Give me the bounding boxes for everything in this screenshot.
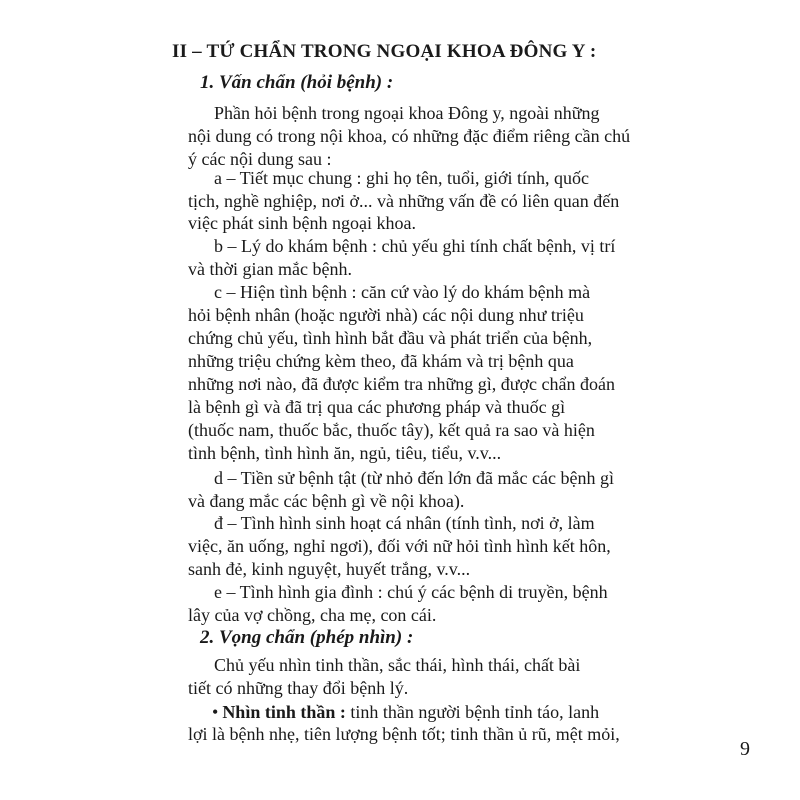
para-c-line-1: c – Hiện tình bệnh : căn cứ vào lý do khám bệnh mà — [214, 282, 591, 302]
para-dd-line-2: việc, ăn uống, nghỉ ngơi), đối với nữ hỏi tình hình kết hôn, — [188, 536, 611, 556]
para-d-line-1: d – Tiền sử bệnh tật (từ nhỏ đến lớn đã mắc các bệnh gì — [214, 468, 614, 488]
para-e-line-1: e – Tình hình gia đình : chú ý các bệnh di truyền, bệnh — [214, 582, 608, 602]
para-a-line-3: việc phát sinh bệnh ngoại khoa. — [188, 213, 416, 233]
para-e-line-2: lây của vợ chồng, cha mẹ, con cái. — [188, 605, 437, 625]
nhin-tinh-than-line-2: lợi là bệnh nhẹ, tiên lượng bệnh tốt; tinh thần ủ rũ, mệt mỏi, — [188, 724, 620, 744]
para-a-line-1: a – Tiết mục chung : ghi họ tên, tuổi, giới tính, quốc — [214, 168, 590, 188]
nhin-tinh-than-label: Nhìn tinh thần : — [222, 702, 346, 722]
para-d-line-2: và đang mắc các bệnh gì về nội khoa). — [188, 491, 465, 511]
para-c-line-2: hỏi bệnh nhân (hoặc người nhà) các nội dung như triệu — [188, 305, 584, 325]
para-dd-line-3: sanh đẻ, kinh nguyệt, huyết trắng, v.v... — [188, 559, 471, 579]
para-c-line-4: những triệu chứng kèm theo, đã khám và trị bệnh qua — [188, 351, 574, 371]
subsection-heading-vong-chan: 2. Vọng chẩn (phép nhìn) : — [200, 627, 414, 648]
nhin-tinh-than-line-1 — [212, 702, 599, 722]
vong-intro-line-2: tiết có những thay đổi bệnh lý. — [188, 678, 409, 698]
intro-line-1: Phần hỏi bệnh trong ngoại khoa Đông y, ngoài những — [214, 103, 600, 123]
para-c-line-3: chứng chủ yếu, tình hình bắt đầu và phát triển của bệnh, — [188, 328, 593, 348]
nhin-tinh-than-text: tinh thần người bệnh tỉnh táo, lanh — [345, 702, 600, 722]
para-dd-line-1: đ – Tình hình sinh hoạt cá nhân (tính tình, nơi ở, làm — [214, 513, 595, 533]
vong-intro-line-1: Chủ yếu nhìn tinh thần, sắc thái, hình thái, chất bài — [214, 655, 581, 675]
para-c-line-8: tình bệnh, tình hình ăn, ngủ, tiêu, tiểu, v.v... — [188, 443, 502, 463]
section-heading: II – TỨ CHẨN TRONG NGOẠI KHOA ĐÔNG Y : — [172, 41, 597, 62]
para-c-line-5: những nơi nào, đã được kiểm tra những gì, được chẩn đoán — [188, 374, 615, 394]
para-c-line-6: là bệnh gì và đã trị qua các phương pháp và thuốc gì — [188, 397, 566, 417]
intro-line-3: ý các nội dung sau : — [188, 149, 332, 169]
bullet-icon: • — [212, 702, 219, 722]
para-b-line-1: b – Lý do khám bệnh : chủ yếu ghi tính chất bệnh, vị trí — [214, 236, 616, 256]
para-b-line-2: và thời gian mắc bệnh. — [188, 259, 352, 279]
page-number: 9 — [740, 738, 750, 760]
para-c-line-7: (thuốc nam, thuốc bắc, thuốc tây), kết quả ra sao và hiện — [188, 420, 595, 440]
para-a-line-2: tịch, nghề nghiệp, nơi ở... và những vấn đề có liên quan đến — [188, 191, 620, 211]
subsection-heading-van-chan: 1. Vấn chẩn (hỏi bệnh) : — [200, 72, 394, 93]
intro-line-2: nội dung có trong nội khoa, có những đặc điểm riêng cần chú — [188, 126, 631, 146]
